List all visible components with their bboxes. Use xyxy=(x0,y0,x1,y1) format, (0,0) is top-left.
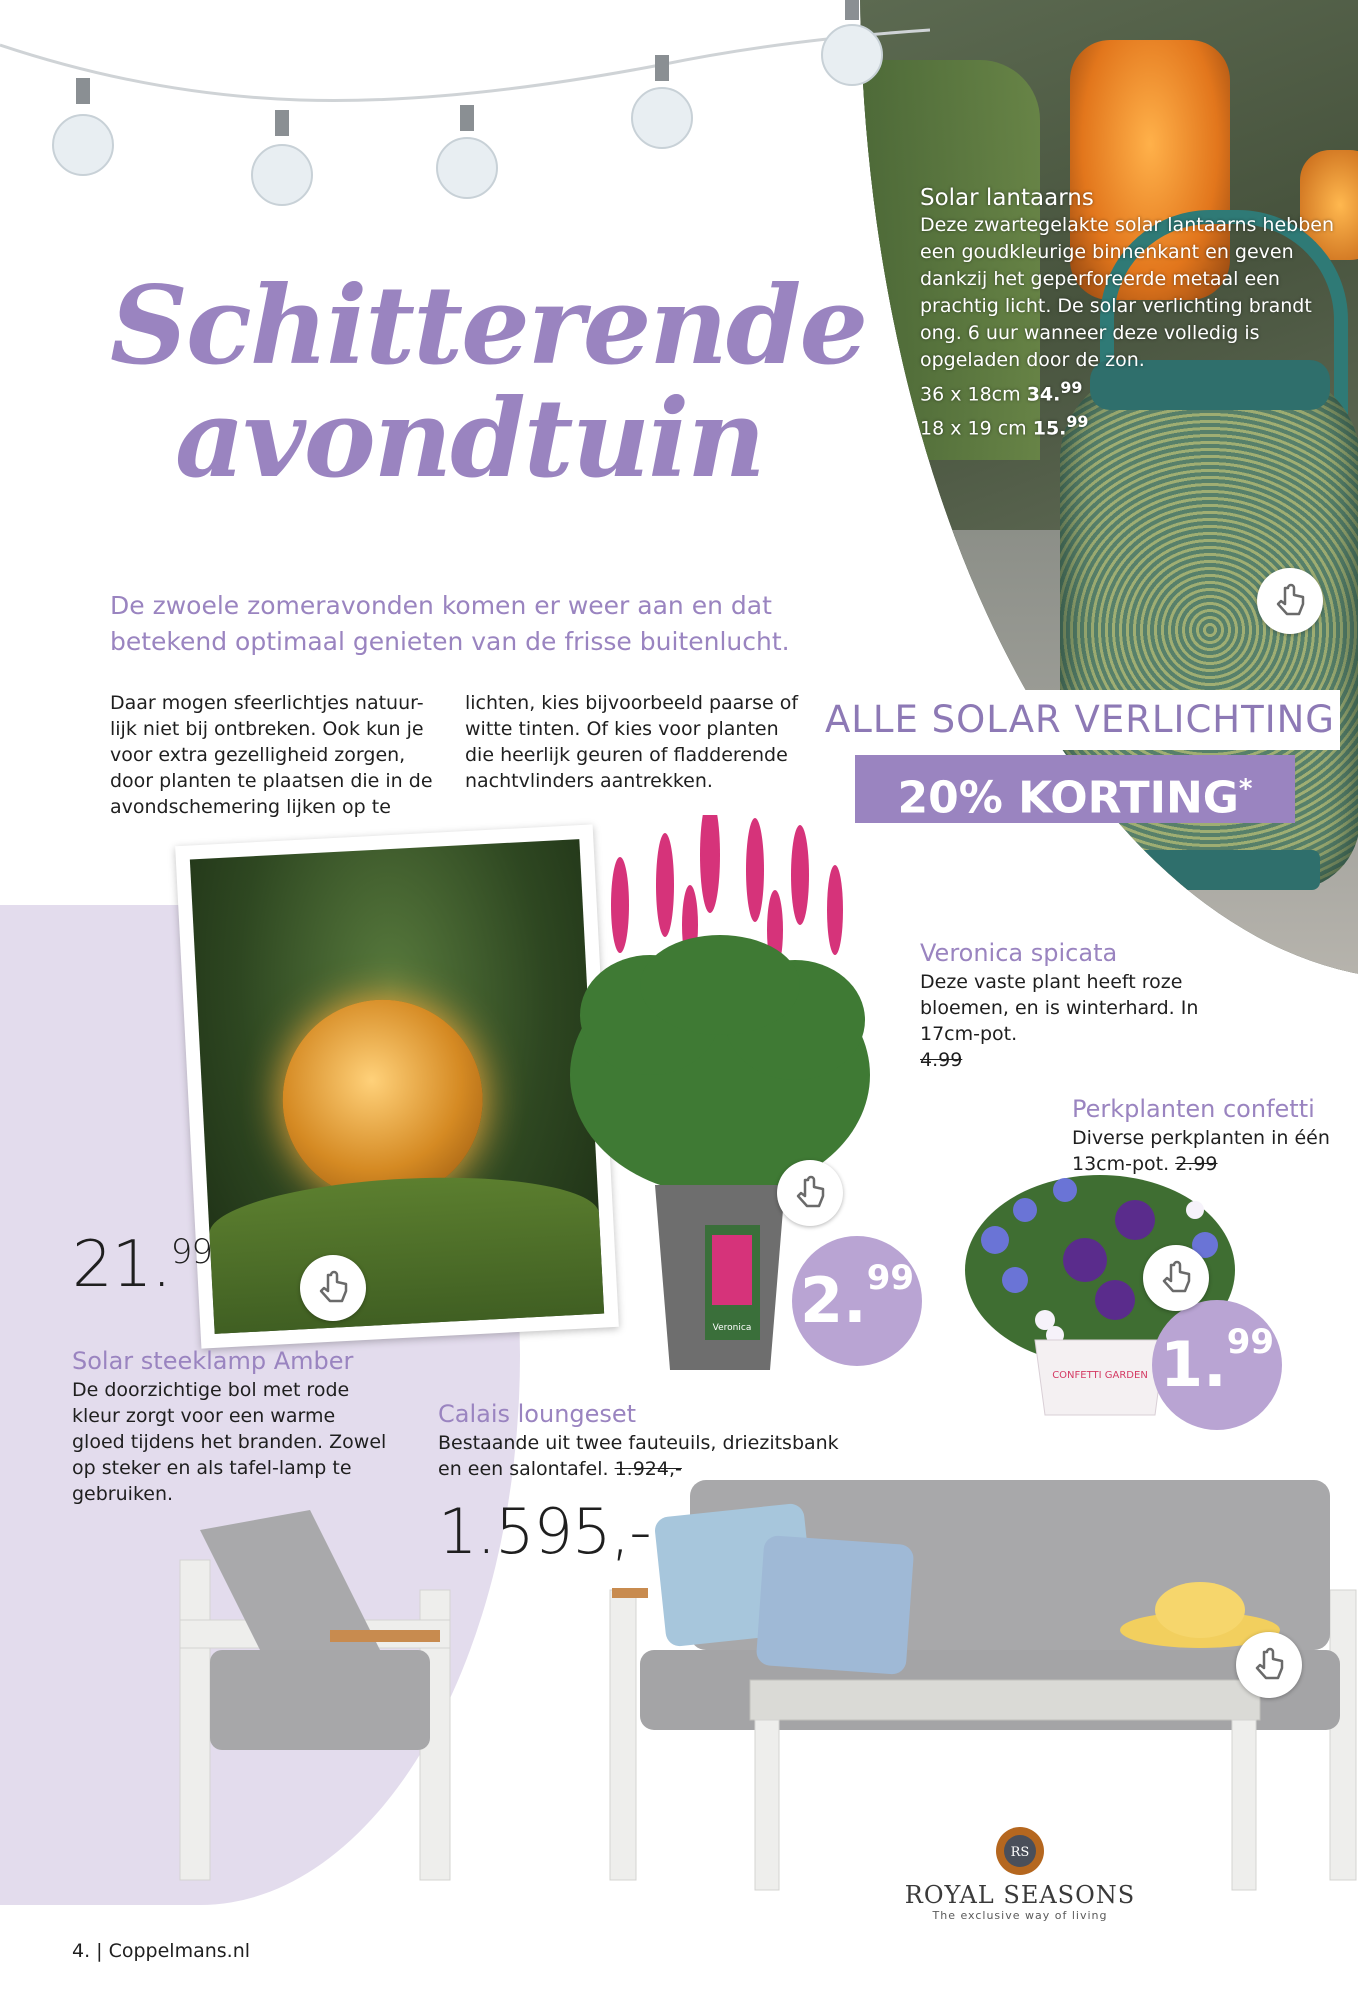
solar-lantern-price-row-2 xyxy=(920,408,1340,442)
solar-lantern-info xyxy=(920,185,1340,443)
light-bulb-icon xyxy=(53,78,113,175)
perk-title: Perkplanten confetti xyxy=(1072,1095,1315,1123)
price-int: 2. xyxy=(799,1264,867,1337)
perk-info xyxy=(1072,1093,1352,1177)
price-int: 15. xyxy=(1032,417,1067,440)
discount-text: 20% KORTING xyxy=(897,772,1239,824)
light-bulb-icon xyxy=(437,105,497,198)
amber-price xyxy=(72,1228,212,1302)
solar-lantern-photo xyxy=(860,0,1358,980)
amber-description: De doorzichtige bol met rode kleur zorgt voor een warme gloed tijdens het branden. Zowel op steker en als tafel-lamp te gebruiken. xyxy=(72,1379,387,1505)
calais-old-price: 1.924,- xyxy=(614,1458,682,1480)
solar-amber-photo xyxy=(175,824,619,1348)
calais-info xyxy=(438,1398,868,1482)
perk-price-circle xyxy=(1152,1300,1282,1430)
price-dec: 99 xyxy=(1060,378,1083,397)
solar-lantern-title: Solar lantaarns xyxy=(920,185,1094,211)
price-dec: 99 xyxy=(1226,1322,1275,1362)
page-headline xyxy=(110,263,867,503)
price-dec: 99 xyxy=(866,1258,915,1298)
calais-title: Calais loungeset xyxy=(438,1400,637,1428)
royal-seasons-emblem-icon xyxy=(994,1825,1046,1877)
price-dec: 99 xyxy=(170,1232,213,1272)
perk-description: Diverse perkplanten in één 13cm-pot. xyxy=(1072,1127,1330,1175)
discount-asterisk: * xyxy=(1238,774,1253,804)
veronica-old-price: 4.99 xyxy=(920,1049,963,1071)
light-bulb-icon xyxy=(822,0,882,85)
body-text-column-2: lichten, kies bijvoorbeeld paarse of witte tinten. Of kies voor planten die heerlijk geuren of fladderende nachtvlinders aantrekken. xyxy=(465,692,799,792)
hand-tap-icon[interactable] xyxy=(777,1160,843,1226)
light-bulb-icon xyxy=(252,110,312,205)
price-int: 21. xyxy=(72,1228,171,1302)
perk-pot-label: CONFETTI GARDEN xyxy=(1052,1370,1148,1381)
logo-badge-text: RS xyxy=(1010,1845,1030,1860)
veronica-info xyxy=(920,937,1220,1073)
price-int: 34. xyxy=(1026,383,1061,406)
headline-line-1: Schitterende xyxy=(110,263,867,389)
veronica-description: Deze vaste plant heeft roze bloemen, en is winterhard. In 17cm-pot. xyxy=(920,971,1199,1045)
veronica-pot-label: Veronica xyxy=(712,1323,752,1333)
price-int: 1. xyxy=(1159,1328,1227,1401)
calais-description: Bestaande uit twee fauteuils, driezitsbank en een salontafel. xyxy=(438,1432,839,1480)
body-text-column-1: Daar mogen sfeerlichtjes natuur-lijk niet bij ontbreken. Ook kun je voor extra gezelligheid zorgen, door planten te plaatsen die in de avondschemering lijken op te xyxy=(110,692,433,818)
hand-tap-icon[interactable] xyxy=(1257,568,1323,634)
page-footer: 4. | Coppelmans.nl xyxy=(72,1940,251,1962)
headline-line-2: avondtuin xyxy=(175,376,764,503)
calais-price: 1.595,- xyxy=(438,1495,651,1568)
solar-lantern-price-row-1 xyxy=(920,374,1340,408)
string-lights-illustration xyxy=(0,0,930,220)
calais-loungeset-photo xyxy=(160,1470,1358,1900)
solar-banner-title: ALLE SOLAR VERLICHTING xyxy=(820,690,1340,750)
size-label: 36 x 18cm xyxy=(920,383,1021,406)
discount-banner xyxy=(855,755,1295,823)
royal-seasons-logo xyxy=(900,1825,1140,1922)
logo-name: ROYAL SEASONS xyxy=(904,1881,1136,1909)
veronica-title: Veronica spicata xyxy=(920,939,1118,967)
solar-lantern-description: Deze zwartegelakte solar lantaarns hebben een goudkleurige binnenkant en geven dankzij het geperforeerde metaal een prachtig licht. De solar verlichting brandt ong. 6 uur wanneer deze volledig is opgeladen door de zon. xyxy=(920,214,1335,371)
hand-tap-icon[interactable] xyxy=(1236,1632,1302,1698)
intro-text: De zwoele zomeravonden komen er weer aan en dat betekend optimaal genieten van de frisse buitenlucht. xyxy=(110,591,790,656)
price-dec: 99 xyxy=(1066,412,1089,432)
size-label: 18 x 19 cm xyxy=(920,417,1027,440)
perk-old-price: 2.99 xyxy=(1175,1153,1218,1175)
hand-tap-icon[interactable] xyxy=(300,1255,366,1321)
amber-title: Solar steeklamp Amber xyxy=(72,1347,354,1375)
veronica-price-circle xyxy=(792,1236,922,1366)
hand-tap-icon[interactable] xyxy=(1143,1245,1209,1311)
logo-tagline: The exclusive way of living xyxy=(932,1909,1108,1922)
